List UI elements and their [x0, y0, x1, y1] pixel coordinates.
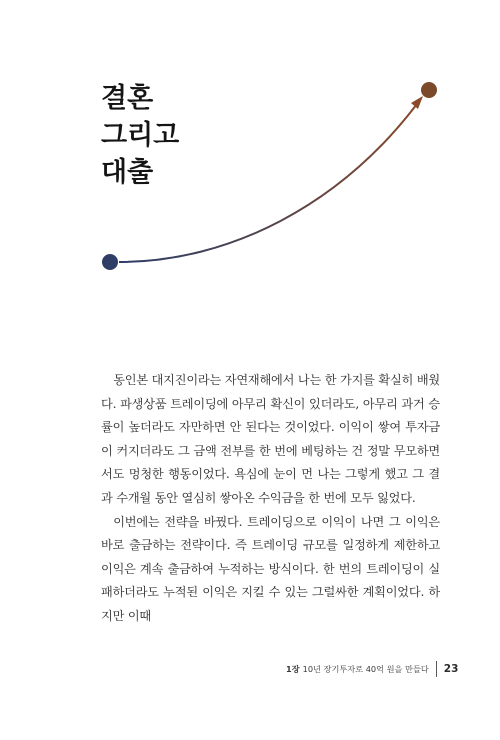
- paragraph-1: 동인본 대지진이라는 자연재해에서 나는 한 가지를 확실히 배웠다. 파생상품 트레이딩에 아무리 확신이 있더라도, 아무리 과거 승률이 높더라도 자만하면 안 된다는 것이었다. 이익이 쌓여 투자금이 커지더라도 그 금액 전부를 한 번에 베팅하는 건 정말 무모하면서도 멍청한 행동이었다. 욕심에 눈이 먼 나는 그렇게 했고 그 결과 수개월 동안 열심히 쌓아온 수익금을 한 번에 모두 잃었다.: [101, 373, 440, 505]
- page-footer: [286, 661, 458, 677]
- chapter-title-line-3: 대출: [101, 157, 154, 188]
- paragraph-2: 이번에는 전략을 바꿨다. 트레이딩으로 이익이 나면 그 이익은 바로 출금하는 전략이다. 즉 트레이딩 규모를 일정하게 제한하고 이익은 계속 출금하여 누적하는 방식이다. 한 번의 트레이딩이 실패하더라도 누적된 이익은 지킬 수 있는 그럴싸한 계획이었다. 하지만 이때: [101, 514, 440, 623]
- footer-chapter-title: 10년 장기투자로 40억 원을 만들다: [302, 663, 429, 674]
- footer-divider: [436, 661, 437, 677]
- growth-arrow-graphic: [0, 0, 500, 300]
- footer-chapter-label: 1장: [286, 663, 300, 674]
- end-dot: [421, 82, 437, 98]
- growth-curve: [119, 104, 417, 262]
- arrowhead-icon: [411, 96, 423, 109]
- body-text: [101, 369, 440, 629]
- chapter-title-line-1: 결혼: [101, 83, 154, 114]
- page-number: 23: [443, 663, 459, 675]
- chapter-title-line-2: 그리고: [101, 120, 180, 151]
- start-dot: [102, 254, 118, 270]
